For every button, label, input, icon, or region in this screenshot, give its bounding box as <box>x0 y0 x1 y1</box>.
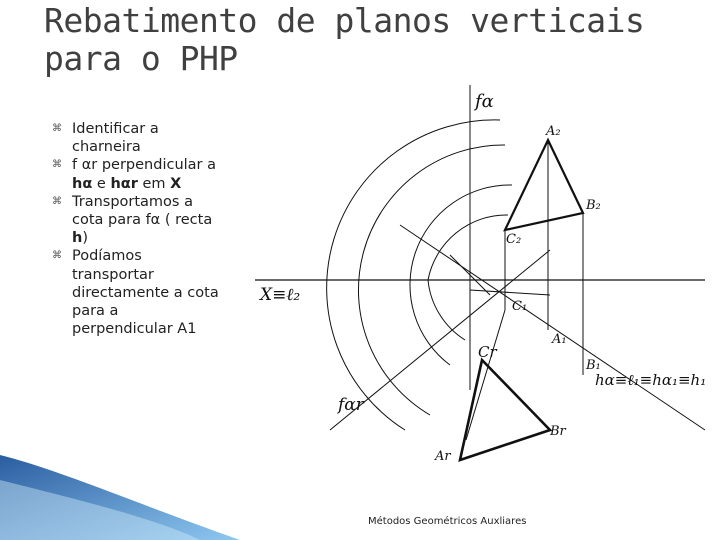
label-b1: B₁ <box>586 358 601 373</box>
title-line-1: Rebatimento de planos verticais <box>44 1 645 40</box>
bullet-text-1: Identificar a charneira <box>72 121 159 156</box>
horizontal-top-line <box>470 290 550 295</box>
bullet-text-2-halpha: hα <box>72 175 93 192</box>
bullet-text-2-halphar: hαr <box>110 175 138 192</box>
title-line-2: para o PHP <box>44 39 238 78</box>
label-a2: A₂ <box>546 124 561 139</box>
label-h: hα≡ℓ₁≡hα₁≡h₁ <box>595 371 707 389</box>
bullet-icon: ⌘ <box>52 250 62 262</box>
label-cr: Cr <box>478 343 497 361</box>
label-x-axis: X≡ℓ₂ <box>260 285 301 305</box>
label-f-alpha-r: fαr <box>338 395 364 415</box>
triangle-rebatido <box>460 360 550 460</box>
bullet-item-4 <box>52 247 222 338</box>
bullet-text-3a: Transportamos a cota para fα ( recta <box>72 193 213 229</box>
bullet-text-3-close: ) <box>82 230 88 247</box>
slide-title <box>44 2 644 78</box>
bullet-text-4: Podíamos transportar directamente a cota para a perpendicular A1 <box>72 248 219 338</box>
projection-ar <box>466 310 505 440</box>
bullet-item-2 <box>52 156 222 192</box>
arc-inner-bottom <box>428 280 465 340</box>
bullet-text-2-em: em <box>137 175 171 192</box>
bullet-icon: ⌘ <box>52 159 62 171</box>
bullet-text-2-e: e <box>92 175 111 192</box>
label-b2: B₂ <box>586 198 601 213</box>
bullet-icon: ⌘ <box>52 123 62 134</box>
bullet-text-2-x: X <box>170 175 182 192</box>
bullet-text-2a: f αr perpendicular a <box>72 157 217 174</box>
label-br: Br <box>550 424 566 439</box>
bullet-item-3 <box>52 193 222 248</box>
label-c2: C₂ <box>506 232 522 247</box>
footer-text: Métodos Geométricos Auxliares <box>368 516 527 527</box>
label-a1: A₁ <box>552 332 567 347</box>
bullet-icon: ⌘ <box>52 195 62 207</box>
label-ar: Ar <box>435 449 451 464</box>
bullet-text-3-h: h <box>72 230 83 247</box>
geometry-drawing <box>250 85 710 480</box>
corner-decoration <box>0 450 300 540</box>
label-c1: C₁ <box>512 299 528 314</box>
triangle-frontal <box>505 140 583 230</box>
bullet-list <box>52 120 222 338</box>
bullet-item-1 <box>52 120 222 156</box>
label-f-alpha: fα <box>475 91 494 112</box>
h-alpha-line <box>400 225 705 430</box>
